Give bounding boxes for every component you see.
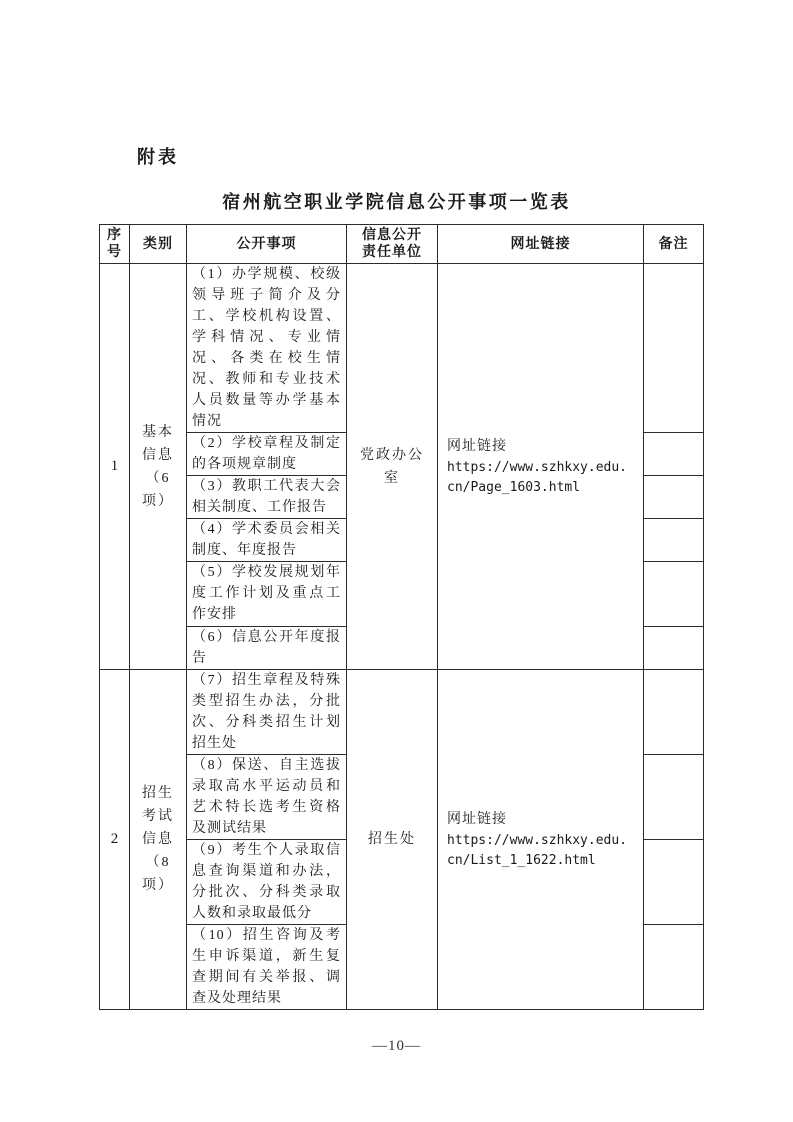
col-header-index: 序号: [100, 225, 130, 264]
item-cell: （7）招生章程及特殊类型招生办法，分批次、分科类招生计划招生处: [187, 670, 347, 755]
remark-cell: [644, 840, 704, 925]
index-cell: 2: [100, 670, 130, 1010]
item-cell: （1）办学规模、校级领导班子简介及分工、学校机构设置、学科情况、专业情况、各类在校生情况、教师和专业技术人员数量等办学基本情况: [187, 264, 347, 433]
remark-cell: [644, 670, 704, 755]
remark-cell: [644, 755, 704, 840]
item-cell: （10）招生咨询及考生申诉渠道，新生复查期间有关举报、调查及处理结果: [187, 925, 347, 1010]
remark-cell: [644, 476, 704, 519]
link-url: https://www.szhkxy.edu.cn/List_1_1622.html: [447, 832, 628, 868]
link-url: https://www.szhkxy.edu.cn/Page_1603.html: [447, 459, 628, 495]
col-header-link: 网址链接: [438, 225, 644, 264]
item-cell: （2）学校章程及制定的各项规章制度: [187, 433, 347, 476]
link-label: 网址链接: [447, 811, 507, 827]
table-row: [100, 670, 704, 755]
disclosure-table: [99, 224, 704, 1010]
remark-cell: [644, 433, 704, 476]
annex-label: 附表: [137, 147, 179, 167]
category-cell: 招生考试信息（8项）: [130, 670, 187, 1010]
page-title: 宿州航空职业学院信息公开事项一览表: [222, 192, 571, 212]
item-cell: （3）教职工代表大会相关制度、工作报告: [187, 476, 347, 519]
item-cell: （8）保送、自主选拔录取高水平运动员和艺术特长选考生资格及测试结果: [187, 755, 347, 840]
remark-cell: [644, 925, 704, 1010]
link-cell: [438, 264, 644, 670]
table-row: [100, 264, 704, 433]
link-cell: [438, 670, 644, 1010]
item-cell: （6）信息公开年度报告: [187, 627, 347, 670]
col-header-unit: 信息公开责任单位: [347, 225, 438, 264]
remark-cell: [644, 519, 704, 562]
header-row: [100, 225, 704, 264]
item-cell: （5）学校发展规划年度工作计划及重点工作安排: [187, 562, 347, 627]
col-header-category: 类别: [130, 225, 187, 264]
remark-cell: [644, 627, 704, 670]
category-cell: 基本信息（6项）: [130, 264, 187, 670]
page-number: —10—: [372, 1038, 421, 1054]
unit-cell: 招生处: [347, 670, 438, 1010]
index-cell: 1: [100, 264, 130, 670]
item-cell: （9）考生个人录取信息查询渠道和办法，分批次、分科类录取人数和录取最低分: [187, 840, 347, 925]
col-header-remark: 备注: [644, 225, 704, 264]
col-header-item: 公开事项: [187, 225, 347, 264]
item-cell: （4）学术委员会相关制度、年度报告: [187, 519, 347, 562]
remark-cell: [644, 264, 704, 433]
remark-cell: [644, 562, 704, 627]
link-label: 网址链接: [447, 438, 507, 454]
unit-cell: 党政办公室: [347, 264, 438, 670]
